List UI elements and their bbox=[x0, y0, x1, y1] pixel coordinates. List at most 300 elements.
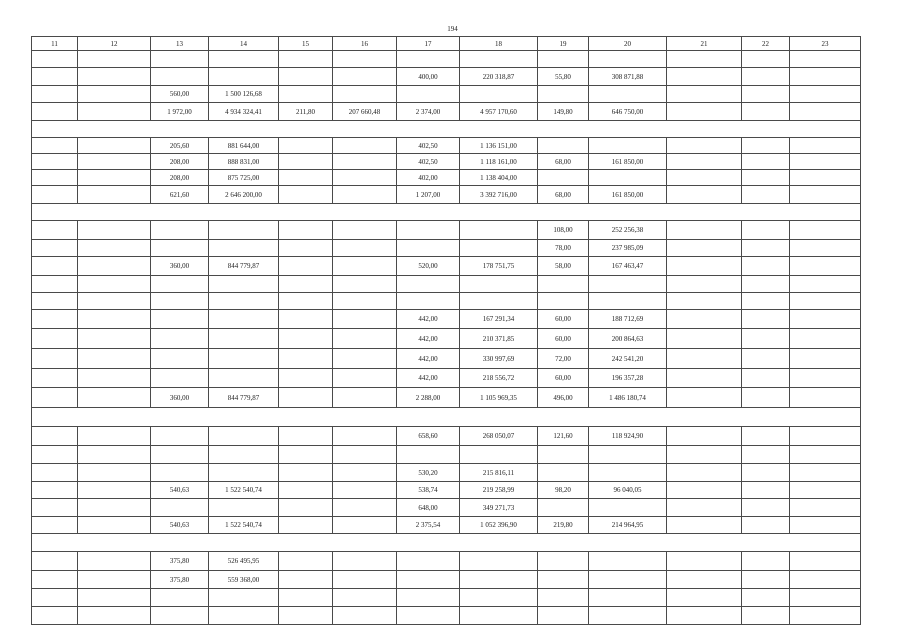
column-header: 13 bbox=[151, 37, 209, 51]
table-cell bbox=[78, 51, 151, 68]
table-cell bbox=[667, 446, 742, 464]
table-cell bbox=[279, 293, 333, 310]
table-cell bbox=[742, 154, 790, 170]
table-cell bbox=[78, 186, 151, 204]
table-cell bbox=[790, 607, 861, 625]
table-cell: 402,00 bbox=[397, 170, 460, 186]
table-cell: 1 118 161,00 bbox=[460, 154, 538, 170]
table-cell bbox=[333, 427, 397, 446]
table-cell bbox=[279, 138, 333, 154]
column-header: 21 bbox=[667, 37, 742, 51]
table-row bbox=[32, 51, 861, 68]
table-cell bbox=[78, 464, 151, 482]
table-cell: 96 040,05 bbox=[589, 482, 667, 499]
table-cell: 215 816,11 bbox=[460, 464, 538, 482]
table-row bbox=[32, 186, 861, 204]
header-row bbox=[32, 37, 861, 51]
table-cell bbox=[397, 589, 460, 607]
table-row bbox=[32, 446, 861, 464]
table-cell bbox=[151, 293, 209, 310]
table-cell bbox=[151, 446, 209, 464]
table-cell: 161 850,00 bbox=[589, 186, 667, 204]
table-cell bbox=[32, 293, 78, 310]
table-cell bbox=[790, 103, 861, 121]
table-cell bbox=[460, 240, 538, 257]
table-cell bbox=[333, 138, 397, 154]
table-cell bbox=[209, 589, 279, 607]
table-cell bbox=[279, 186, 333, 204]
table-cell bbox=[538, 552, 589, 571]
table-cell bbox=[333, 221, 397, 240]
table-cell bbox=[209, 464, 279, 482]
table-cell: 621,60 bbox=[151, 186, 209, 204]
table-cell bbox=[78, 349, 151, 369]
table-cell: 55,80 bbox=[538, 68, 589, 86]
table-cell bbox=[333, 257, 397, 276]
table-cell: 646 750,00 bbox=[589, 103, 667, 121]
column-header: 20 bbox=[589, 37, 667, 51]
table-cell bbox=[209, 499, 279, 517]
table-cell bbox=[151, 221, 209, 240]
table-cell bbox=[78, 517, 151, 534]
table-row bbox=[32, 464, 861, 482]
table-row bbox=[32, 607, 861, 625]
table-cell bbox=[279, 571, 333, 589]
table-cell bbox=[32, 482, 78, 499]
table-cell: 118 924,90 bbox=[589, 427, 667, 446]
table-cell: 121,60 bbox=[538, 427, 589, 446]
table-cell: 526 495,95 bbox=[209, 552, 279, 571]
column-header: 15 bbox=[279, 37, 333, 51]
table-cell: 4 934 324,41 bbox=[209, 103, 279, 121]
table-cell: 252 256,38 bbox=[589, 221, 667, 240]
table-cell bbox=[32, 427, 78, 446]
table-cell bbox=[742, 607, 790, 625]
table-cell: 208,00 bbox=[151, 170, 209, 186]
table-cell bbox=[742, 464, 790, 482]
table-cell bbox=[279, 607, 333, 625]
table-cell bbox=[333, 552, 397, 571]
table-cell bbox=[279, 68, 333, 86]
table-cell: 330 997,69 bbox=[460, 349, 538, 369]
table-cell bbox=[209, 349, 279, 369]
table-cell bbox=[790, 221, 861, 240]
column-header: 23 bbox=[790, 37, 861, 51]
table-row bbox=[32, 517, 861, 534]
table-cell: 108,00 bbox=[538, 221, 589, 240]
table-cell bbox=[460, 589, 538, 607]
table-cell: 4 957 170,60 bbox=[460, 103, 538, 121]
table-cell bbox=[538, 571, 589, 589]
table-cell: 844 779,87 bbox=[209, 257, 279, 276]
table-cell bbox=[333, 68, 397, 86]
table-cell: 402,50 bbox=[397, 154, 460, 170]
table-cell: 149,80 bbox=[538, 103, 589, 121]
table-cell bbox=[78, 154, 151, 170]
table-cell bbox=[333, 589, 397, 607]
table-cell bbox=[742, 186, 790, 204]
table-cell bbox=[78, 427, 151, 446]
table-cell: 167 291,34 bbox=[460, 310, 538, 329]
table-cell: 442,00 bbox=[397, 329, 460, 349]
table-cell bbox=[333, 349, 397, 369]
table-cell bbox=[790, 186, 861, 204]
page-number: 194 bbox=[447, 25, 458, 33]
table-cell: 208,00 bbox=[151, 154, 209, 170]
table-cell bbox=[397, 293, 460, 310]
table-cell bbox=[667, 154, 742, 170]
table-cell: 68,00 bbox=[538, 154, 589, 170]
table-row bbox=[32, 499, 861, 517]
table-cell bbox=[790, 446, 861, 464]
table-cell bbox=[742, 499, 790, 517]
table-cell bbox=[333, 607, 397, 625]
table-cell bbox=[667, 589, 742, 607]
table-cell bbox=[78, 607, 151, 625]
table-cell bbox=[667, 499, 742, 517]
column-header: 17 bbox=[397, 37, 460, 51]
table-cell bbox=[397, 571, 460, 589]
section-divider-cell bbox=[32, 408, 861, 427]
table-cell: 3 392 716,00 bbox=[460, 186, 538, 204]
table-cell bbox=[667, 482, 742, 499]
table-cell bbox=[790, 464, 861, 482]
table-cell: 308 871,88 bbox=[589, 68, 667, 86]
table-cell bbox=[32, 68, 78, 86]
table-cell bbox=[790, 276, 861, 293]
table-cell bbox=[78, 257, 151, 276]
table-cell bbox=[151, 427, 209, 446]
table-row bbox=[32, 388, 861, 408]
table-row bbox=[32, 68, 861, 86]
table-cell bbox=[790, 427, 861, 446]
table-cell bbox=[78, 103, 151, 121]
table-cell bbox=[151, 310, 209, 329]
table-row bbox=[32, 276, 861, 293]
table-cell: 360,00 bbox=[151, 257, 209, 276]
table-cell bbox=[78, 240, 151, 257]
table-cell bbox=[742, 552, 790, 571]
table-cell bbox=[32, 349, 78, 369]
table-cell bbox=[32, 221, 78, 240]
table-cell bbox=[538, 138, 589, 154]
table-cell bbox=[279, 369, 333, 388]
table-cell bbox=[790, 51, 861, 68]
table-cell: 496,00 bbox=[538, 388, 589, 408]
table-cell: 1 500 126,68 bbox=[209, 86, 279, 103]
table-cell bbox=[333, 293, 397, 310]
table-cell bbox=[209, 51, 279, 68]
table-cell: 218 556,72 bbox=[460, 369, 538, 388]
table-cell bbox=[78, 446, 151, 464]
table-cell bbox=[667, 221, 742, 240]
column-header: 14 bbox=[209, 37, 279, 51]
table-cell bbox=[78, 388, 151, 408]
table-cell bbox=[742, 517, 790, 534]
table-cell bbox=[790, 257, 861, 276]
table-cell bbox=[279, 221, 333, 240]
table-cell: 207 660,48 bbox=[333, 103, 397, 121]
table-cell bbox=[790, 240, 861, 257]
table-cell bbox=[209, 427, 279, 446]
table-cell bbox=[742, 51, 790, 68]
table-row bbox=[32, 349, 861, 369]
table-cell: 375,80 bbox=[151, 552, 209, 571]
table-cell: 60,00 bbox=[538, 369, 589, 388]
table-cell bbox=[790, 138, 861, 154]
table-cell bbox=[279, 86, 333, 103]
table-cell bbox=[209, 293, 279, 310]
table-cell bbox=[279, 427, 333, 446]
table-cell bbox=[32, 552, 78, 571]
table-cell bbox=[279, 170, 333, 186]
table-cell bbox=[151, 369, 209, 388]
table-cell: 888 831,00 bbox=[209, 154, 279, 170]
table-cell bbox=[151, 589, 209, 607]
table-cell bbox=[32, 276, 78, 293]
table-cell bbox=[397, 552, 460, 571]
table-cell bbox=[78, 276, 151, 293]
table-cell bbox=[279, 482, 333, 499]
table-cell: 402,50 bbox=[397, 138, 460, 154]
table-cell bbox=[209, 310, 279, 329]
table-cell bbox=[538, 51, 589, 68]
table-cell: 658,60 bbox=[397, 427, 460, 446]
table-cell bbox=[279, 154, 333, 170]
table-cell bbox=[78, 329, 151, 349]
table-cell bbox=[667, 607, 742, 625]
table-cell: 559 368,00 bbox=[209, 571, 279, 589]
table-cell bbox=[279, 464, 333, 482]
table-cell: 1 105 969,35 bbox=[460, 388, 538, 408]
table-cell bbox=[32, 369, 78, 388]
table-row bbox=[32, 482, 861, 499]
table-row bbox=[32, 221, 861, 240]
table-cell bbox=[667, 257, 742, 276]
table-row bbox=[32, 154, 861, 170]
table-cell bbox=[151, 349, 209, 369]
table-row bbox=[32, 170, 861, 186]
table-cell: 1 972,00 bbox=[151, 103, 209, 121]
table-cell bbox=[790, 482, 861, 499]
table-cell bbox=[742, 257, 790, 276]
table-cell bbox=[742, 276, 790, 293]
table-cell bbox=[460, 276, 538, 293]
table-cell: 530,20 bbox=[397, 464, 460, 482]
table-cell bbox=[333, 86, 397, 103]
table-cell bbox=[538, 293, 589, 310]
table-cell bbox=[790, 517, 861, 534]
table-cell bbox=[209, 446, 279, 464]
column-header: 16 bbox=[333, 37, 397, 51]
table-cell bbox=[790, 388, 861, 408]
table-cell: 1 486 180,74 bbox=[589, 388, 667, 408]
table-cell bbox=[279, 329, 333, 349]
table-cell: 78,00 bbox=[538, 240, 589, 257]
table-cell bbox=[397, 276, 460, 293]
table-cell bbox=[589, 138, 667, 154]
table-cell bbox=[279, 276, 333, 293]
table-cell bbox=[589, 446, 667, 464]
table-cell bbox=[78, 68, 151, 86]
table-cell bbox=[333, 464, 397, 482]
table-cell bbox=[667, 310, 742, 329]
table-cell bbox=[32, 499, 78, 517]
table-cell: 442,00 bbox=[397, 369, 460, 388]
table-cell bbox=[333, 369, 397, 388]
table-cell bbox=[460, 446, 538, 464]
table-cell bbox=[589, 552, 667, 571]
table-cell bbox=[589, 589, 667, 607]
table-cell bbox=[32, 170, 78, 186]
table-cell bbox=[32, 310, 78, 329]
table-row bbox=[32, 310, 861, 329]
table-cell: 58,00 bbox=[538, 257, 589, 276]
table-cell bbox=[589, 499, 667, 517]
table-cell: 1 522 540,74 bbox=[209, 517, 279, 534]
section-divider-row bbox=[32, 408, 861, 427]
table-cell: 2 374,00 bbox=[397, 103, 460, 121]
table-cell bbox=[742, 86, 790, 103]
table-cell: 881 644,00 bbox=[209, 138, 279, 154]
table-row bbox=[32, 552, 861, 571]
table-cell bbox=[32, 464, 78, 482]
table-cell: 1 136 151,00 bbox=[460, 138, 538, 154]
table-cell bbox=[78, 170, 151, 186]
column-header: 18 bbox=[460, 37, 538, 51]
table-cell bbox=[333, 329, 397, 349]
table-row bbox=[32, 293, 861, 310]
table-cell bbox=[790, 369, 861, 388]
table-cell: 60,00 bbox=[538, 310, 589, 329]
table-cell bbox=[333, 276, 397, 293]
table-cell bbox=[209, 221, 279, 240]
table-cell bbox=[460, 221, 538, 240]
table-cell bbox=[667, 138, 742, 154]
table-cell: 220 318,87 bbox=[460, 68, 538, 86]
table-cell bbox=[790, 170, 861, 186]
table-cell: 161 850,00 bbox=[589, 154, 667, 170]
table-cell bbox=[209, 329, 279, 349]
table-cell bbox=[32, 186, 78, 204]
table-cell bbox=[589, 51, 667, 68]
table-cell: 2 375,54 bbox=[397, 517, 460, 534]
table-cell bbox=[32, 517, 78, 534]
table-cell bbox=[667, 388, 742, 408]
table-cell bbox=[667, 517, 742, 534]
table-row bbox=[32, 103, 861, 121]
table-cell bbox=[667, 571, 742, 589]
table-cell bbox=[667, 86, 742, 103]
table-cell bbox=[589, 276, 667, 293]
table-cell: 211,80 bbox=[279, 103, 333, 121]
table-cell bbox=[333, 499, 397, 517]
table-cell bbox=[333, 482, 397, 499]
section-divider-row bbox=[32, 121, 861, 138]
table-cell bbox=[460, 51, 538, 68]
table-cell bbox=[78, 571, 151, 589]
column-header: 19 bbox=[538, 37, 589, 51]
table-cell bbox=[397, 446, 460, 464]
table-cell bbox=[32, 154, 78, 170]
table-cell bbox=[333, 517, 397, 534]
table-cell: 375,80 bbox=[151, 571, 209, 589]
table-cell bbox=[78, 482, 151, 499]
table-cell: 219,80 bbox=[538, 517, 589, 534]
table-cell bbox=[151, 276, 209, 293]
table-cell: 205,60 bbox=[151, 138, 209, 154]
table-cell bbox=[667, 464, 742, 482]
table-cell: 442,00 bbox=[397, 349, 460, 369]
table-row bbox=[32, 427, 861, 446]
table-cell bbox=[790, 589, 861, 607]
table-cell: 2 646 200,00 bbox=[209, 186, 279, 204]
column-header: 22 bbox=[742, 37, 790, 51]
section-divider-row bbox=[32, 204, 861, 221]
table-cell bbox=[397, 607, 460, 625]
table-cell: 214 964,95 bbox=[589, 517, 667, 534]
table-cell: 268 050,07 bbox=[460, 427, 538, 446]
table-cell bbox=[279, 517, 333, 534]
table-cell bbox=[589, 464, 667, 482]
table-cell bbox=[742, 388, 790, 408]
table-cell bbox=[209, 276, 279, 293]
table-cell: 1 052 396,90 bbox=[460, 517, 538, 534]
table-cell: 242 541,20 bbox=[589, 349, 667, 369]
table-cell bbox=[151, 329, 209, 349]
table-cell: 237 985,09 bbox=[589, 240, 667, 257]
table-cell: 844 779,87 bbox=[209, 388, 279, 408]
table-row bbox=[32, 240, 861, 257]
table-cell bbox=[78, 221, 151, 240]
table-cell bbox=[333, 310, 397, 329]
table-cell bbox=[32, 86, 78, 103]
table-cell bbox=[151, 607, 209, 625]
table-cell bbox=[32, 103, 78, 121]
table-cell: 560,00 bbox=[151, 86, 209, 103]
table-cell bbox=[538, 170, 589, 186]
table-cell bbox=[742, 170, 790, 186]
table-cell bbox=[742, 349, 790, 369]
table-cell: 520,00 bbox=[397, 257, 460, 276]
table-cell bbox=[32, 51, 78, 68]
table-row bbox=[32, 329, 861, 349]
table-cell bbox=[742, 446, 790, 464]
section-divider-cell bbox=[32, 534, 861, 552]
table-cell bbox=[667, 170, 742, 186]
table-cell bbox=[78, 310, 151, 329]
table-cell: 60,00 bbox=[538, 329, 589, 349]
table-cell bbox=[279, 310, 333, 329]
table-cell: 400,00 bbox=[397, 68, 460, 86]
table-cell bbox=[151, 51, 209, 68]
table-cell: 210 371,85 bbox=[460, 329, 538, 349]
table-cell: 442,00 bbox=[397, 310, 460, 329]
table-cell bbox=[333, 51, 397, 68]
table-cell: 349 271,73 bbox=[460, 499, 538, 517]
table-cell bbox=[790, 349, 861, 369]
table-cell bbox=[78, 552, 151, 571]
table-cell bbox=[32, 257, 78, 276]
table-cell bbox=[790, 552, 861, 571]
table-row bbox=[32, 589, 861, 607]
table-cell bbox=[460, 571, 538, 589]
table-cell bbox=[538, 276, 589, 293]
table-cell bbox=[32, 446, 78, 464]
table-cell bbox=[667, 369, 742, 388]
table-cell bbox=[667, 329, 742, 349]
table-cell bbox=[742, 240, 790, 257]
